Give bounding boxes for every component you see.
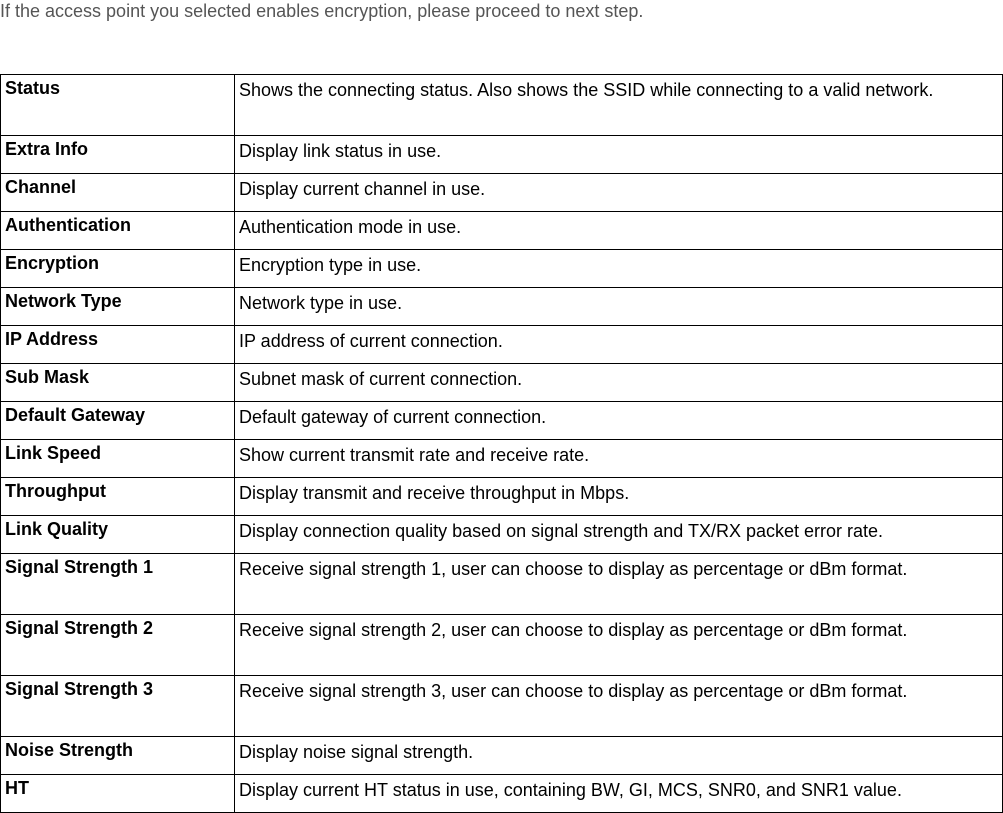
field-description: Display current HT status in use, containing BW, GI, MCS, SNR0, and SNR1 value.: [235, 775, 1003, 813]
field-description: Subnet mask of current connection.: [235, 364, 1003, 402]
field-name: Extra Info: [1, 136, 235, 174]
field-description: Authentication mode in use.: [235, 212, 1003, 250]
table-row: [1, 212, 1003, 250]
field-name: Channel: [1, 174, 235, 212]
table-row: [1, 478, 1003, 516]
table-row: [1, 440, 1003, 478]
table-row: [1, 326, 1003, 364]
table-row: [1, 516, 1003, 554]
field-description: Display transmit and receive throughput in Mbps.: [235, 478, 1003, 516]
field-description: Default gateway of current connection.: [235, 402, 1003, 440]
field-description: IP address of current connection.: [235, 326, 1003, 364]
field-name: Network Type: [1, 288, 235, 326]
field-name: Link Quality: [1, 516, 235, 554]
field-name: Signal Strength 1: [1, 554, 235, 615]
field-name: Signal Strength 2: [1, 615, 235, 676]
field-name: Encryption: [1, 250, 235, 288]
field-description: Receive signal strength 1, user can choose to display as percentage or dBm format.: [235, 554, 1003, 615]
table-row: [1, 615, 1003, 676]
table-row: [1, 364, 1003, 402]
field-description: Network type in use.: [235, 288, 1003, 326]
field-description: Display current channel in use.: [235, 174, 1003, 212]
field-description: Receive signal strength 2, user can choose to display as percentage or dBm format.: [235, 615, 1003, 676]
table-row: [1, 676, 1003, 737]
field-name: Throughput: [1, 478, 235, 516]
field-name: Authentication: [1, 212, 235, 250]
field-description: Encryption type in use.: [235, 250, 1003, 288]
field-name: Noise Strength: [1, 737, 235, 775]
field-description: Display connection quality based on signal strength and TX/RX packet error rate.: [235, 516, 1003, 554]
field-description: Receive signal strength 3, user can choose to display as percentage or dBm format.: [235, 676, 1003, 737]
field-description: Display link status in use.: [235, 136, 1003, 174]
intro-text: If the access point you selected enables encryption, please proceed to next step.: [0, 1, 644, 21]
field-name: Default Gateway: [1, 402, 235, 440]
field-name: Sub Mask: [1, 364, 235, 402]
table-row: [1, 250, 1003, 288]
field-description: Display noise signal strength.: [235, 737, 1003, 775]
field-description: Shows the connecting status. Also shows the SSID while connecting to a valid network.: [235, 75, 1003, 136]
field-name: Status: [1, 75, 235, 136]
field-name: IP Address: [1, 326, 235, 364]
table-row: [1, 174, 1003, 212]
table-row: [1, 775, 1003, 813]
field-name: Signal Strength 3: [1, 676, 235, 737]
table-row: [1, 402, 1003, 440]
table-row: [1, 737, 1003, 775]
table-row: [1, 75, 1003, 136]
table-row: [1, 136, 1003, 174]
status-fields-table: [0, 74, 1003, 813]
field-name: Link Speed: [1, 440, 235, 478]
table-row: [1, 554, 1003, 615]
field-description: Show current transmit rate and receive rate.: [235, 440, 1003, 478]
field-name: HT: [1, 775, 235, 813]
table-row: [1, 288, 1003, 326]
